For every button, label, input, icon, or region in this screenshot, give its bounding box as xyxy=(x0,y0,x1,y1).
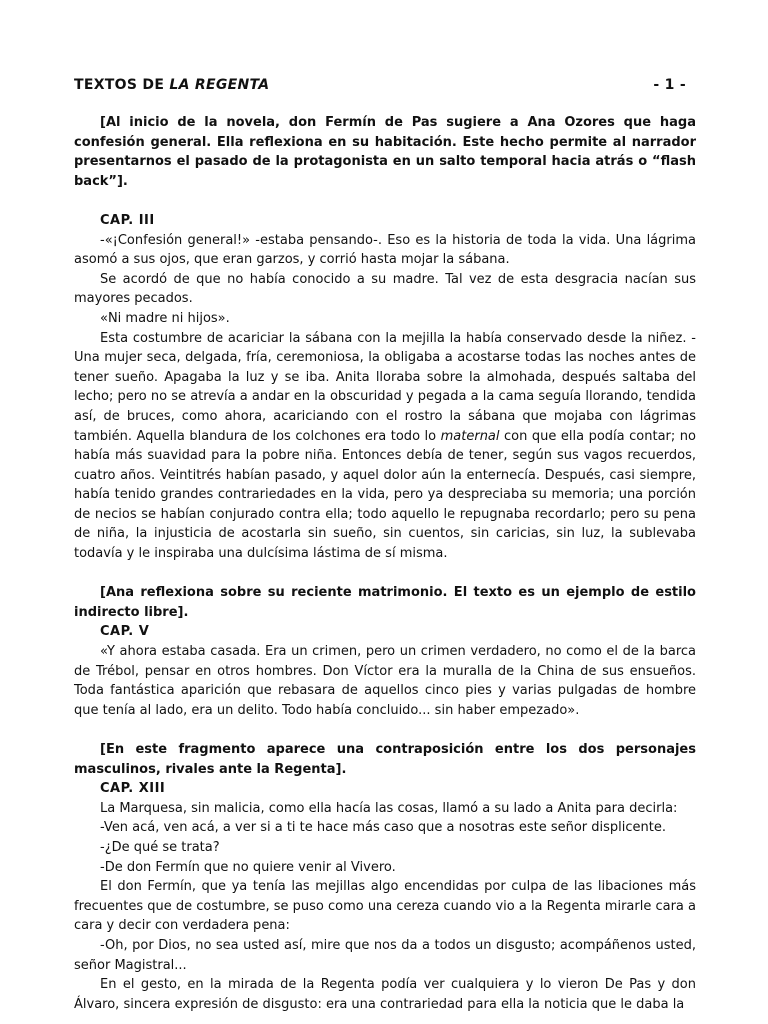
paragraph: Esta costumbre de acariciar la sábana con la mejilla la había conservado desde la niñez. -Una mujer seca, delgada, fría, ceremoniosa, la obligaba a acostarse todas las noches antes de tener sueño. Apagaba la luz y se iba. Anita lloraba sobre la almohada, después saltaba del lecho; pero no se atrevía a andar en la obscuridad y pegada a la cama seguía llorando, tendida así, de bruces, como ahora, acariciando con el rostro la sábana que mojaba con lágrimas también. Aquella blandura de los colchones era todo lo maternal con que ella podía contar; no había más suavidad para la pobre niña. Entonces debía de tener, según sus vagos recuerdos, cuatro años. Veintitrés habían pasado, y aquel dolor aún la enternecía. Después, casi siempre, había tenido grandes contrariedades en la vida, pero ya despreciaba su memoria; una porción de necios se habían conjurado contra ella; todo aquello le repugnaba recordarlo; pero su pena de niña, la injusticia de acostarla sin sueño, sin cuentos, sin caricias, sin luz, la sublevaba todavía y le inspiraba una dulcísima lástima de sí misma. xyxy=(74,330,696,562)
intro-note: [Al inicio de la novela, don Fermín de Pas sugiere a Ana Ozores que haga confesión general. Ella reflexiona en su habitación. Este hecho permite al narrador presentarnos el pasado de la protagonista en un salto temporal hacia atrás o “flash back”]. xyxy=(74,115,696,189)
paragraph: En el gesto, en la mirada de la Regenta podía ver cualquiera y lo vieron De Pas y don Álvaro, sincera expresión de disgusto: era una contrariedad para ella la noticia que le daba la xyxy=(74,977,696,1012)
header-title: TEXTOS DE LA REGENTA xyxy=(74,77,270,93)
paragraph: -Oh, por Dios, no sea usted así, mire que nos da a todos un disgusto; acompáñenos usted, señor Magistral... xyxy=(74,937,696,973)
paragraph: -«¡Confesión general!» -estaba pensando-. Eso es la historia de toda la vida. Una lágrima asomó a sus ojos, que eran garzos, y corrió hasta mojar la sábana. xyxy=(74,232,696,268)
document-body xyxy=(74,113,696,1014)
chapter-heading: CAP. V xyxy=(100,624,150,640)
paragraph: El don Fermín, que ya tenía las mejillas algo encendidas por culpa de las libaciones más frecuentes que de costumbre, se puso como una cereza cuando vio a la Regenta mirarle cara a cara y decir con verdadera pena: xyxy=(74,879,696,934)
intro-note: [Ana reflexiona sobre su reciente matrimonio. El texto es un ejemplo de estilo indirecto libre]. xyxy=(74,585,696,620)
paragraph: «Ni madre ni hijos». xyxy=(100,310,230,326)
paragraph: -¿De qué se trata? xyxy=(100,839,220,855)
header-title-emphasis: LA REGENTA xyxy=(169,77,270,93)
chapter-heading: CAP. XIII xyxy=(100,781,166,797)
paragraph: La Marquesa, sin malicia, como ella hacía las cosas, llamó a su lado a Anita para decirla: xyxy=(100,800,678,816)
paragraph: «Y ahora estaba casada. Era un crimen, pero un crimen verdadero, no como el de la barca de Trébol, pensar en otros hombres. Don Víctor era la muralla de la China de sus ensueños. Toda fantástica aparición que rebasara de aquellos cinco pies y varias pulgadas de hombre que tenía al lado, era un delito. Todo había concluido... sin haber empezado». xyxy=(74,644,696,718)
spacer xyxy=(74,564,696,584)
page-number: - 1 - xyxy=(653,77,686,93)
spacer xyxy=(74,191,696,211)
spacer xyxy=(74,720,696,740)
chapter-heading: CAP. III xyxy=(100,212,155,228)
paragraph: -Ven acá, ven acá, a ver si a ti te hace más caso que a nosotras este señor displicente. xyxy=(100,820,666,836)
paragraph: -De don Fermín que no quiere venir al Vivero. xyxy=(100,859,396,875)
paragraph: Se acordó de que no había conocido a su madre. Tal vez de esta desgracia nacían sus mayores pecados. xyxy=(74,271,696,307)
emphasis: maternal xyxy=(440,428,500,444)
intro-note: [En este fragmento aparece una contraposición entre los dos personajes masculinos, rivales ante la Regenta]. xyxy=(74,742,696,777)
page-header xyxy=(74,77,686,93)
